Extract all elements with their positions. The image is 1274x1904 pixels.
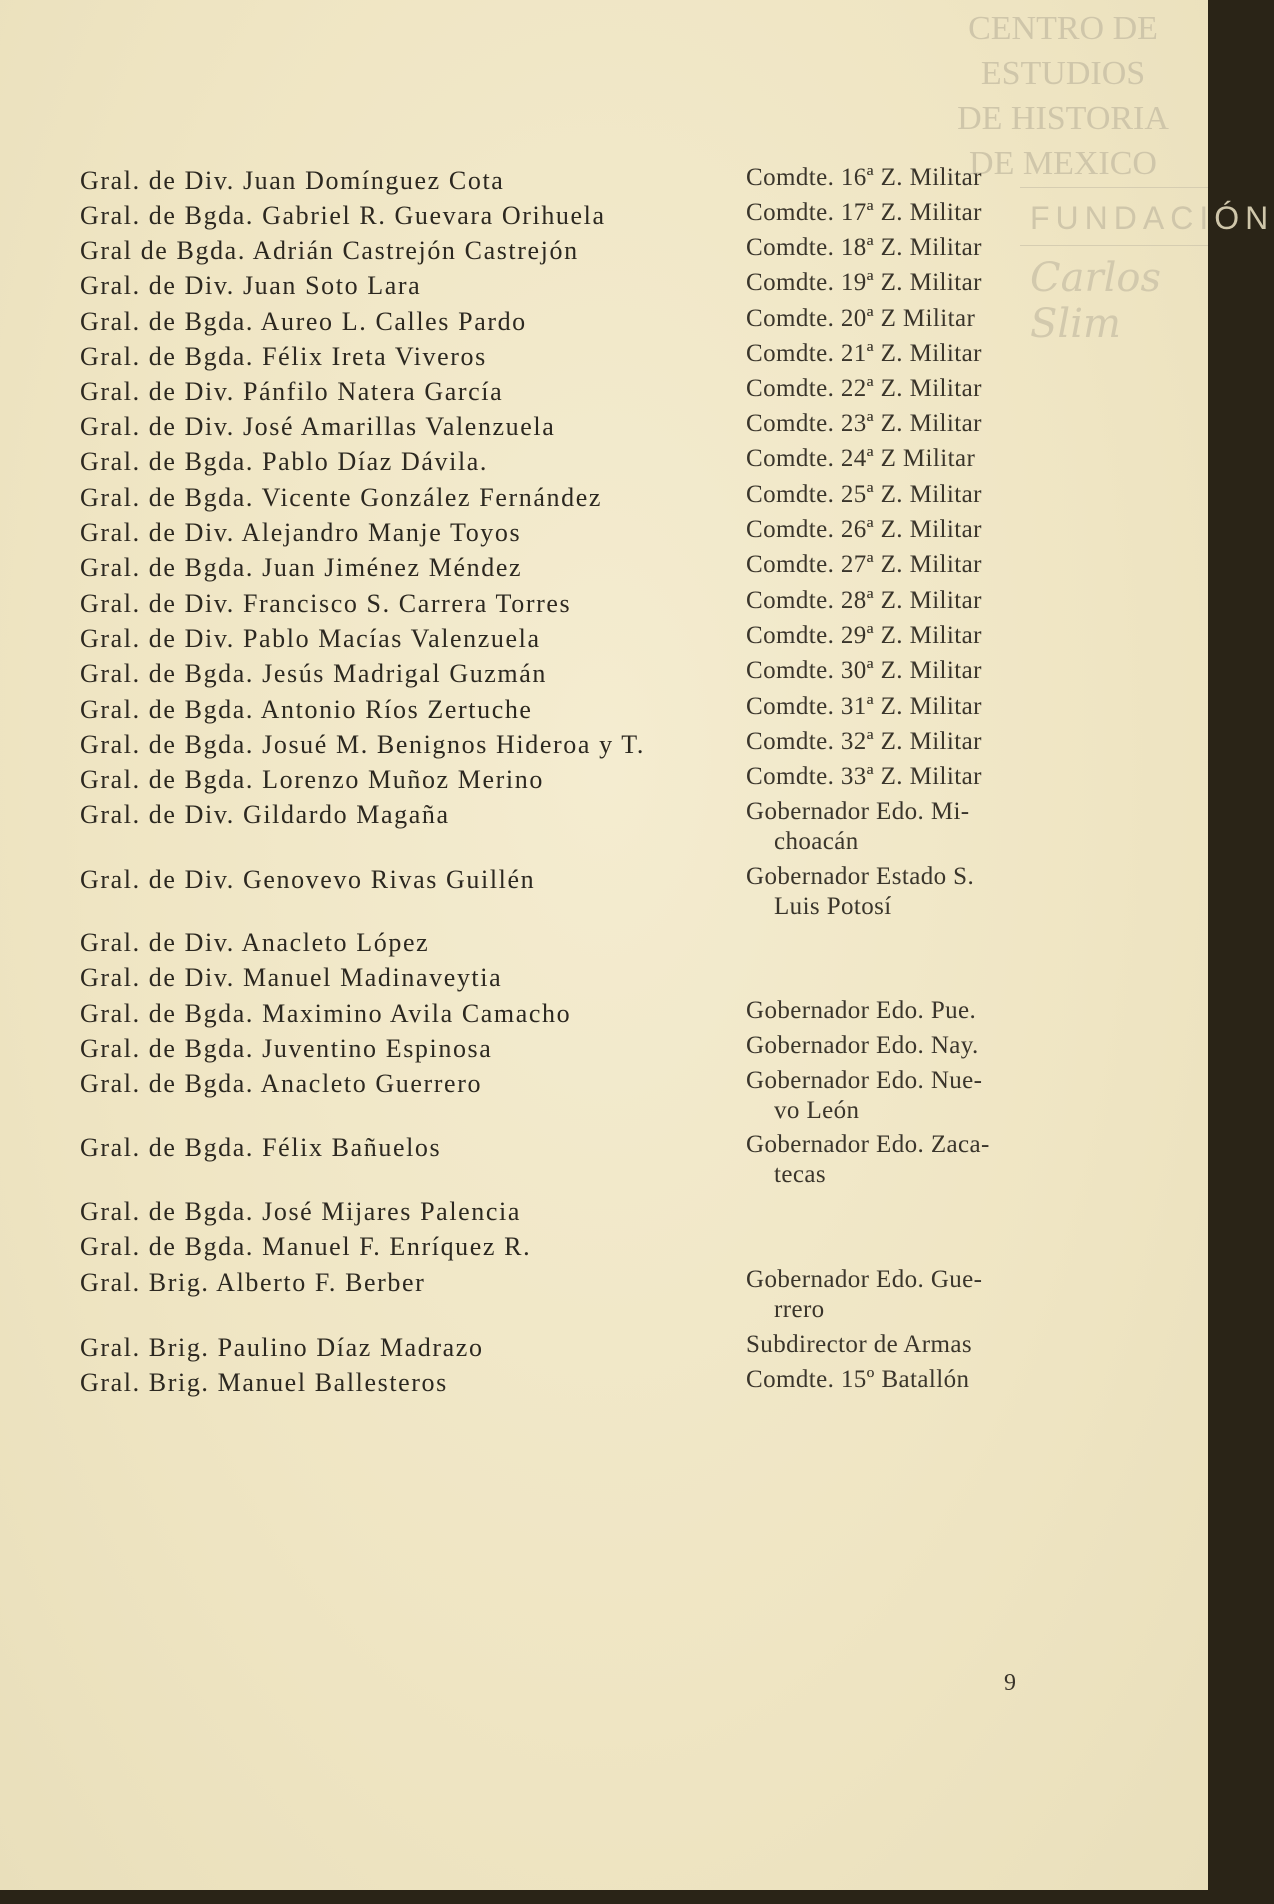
officer-name: Gral. de Bgda. Jesús Madrigal Guzmán [80, 659, 547, 688]
post-line: Comdte. 15º Batallón [746, 1366, 970, 1393]
officer-post [746, 304, 1026, 334]
officer-name: Gral. de Bgda. Manuel F. Enríquez R. [80, 1232, 532, 1261]
officer-post [746, 1365, 1026, 1395]
officer-name: Gral. de Div. Alejandro Manje Toyos [80, 518, 522, 547]
officer-post [746, 550, 1026, 580]
officer-name: Gral. Brig. Alberto F. Berber [80, 1268, 426, 1297]
officer-name: Gral. de Div. Genovevo Rivas Guillén [80, 865, 536, 894]
post-line: Comdte. 23ª Z. Militar [746, 410, 982, 437]
officer-post [746, 996, 1026, 1026]
officer-name: Gral. de Bgda. Juventino Espinosa [80, 1034, 493, 1063]
post-line: Comdte. 29ª Z. Militar [746, 622, 982, 649]
officer-name: Gral. de Div. Juan Soto Lara [80, 271, 422, 300]
post-line: Comdte. 22ª Z. Militar [746, 375, 982, 402]
post-line: Comdte. 33ª Z. Militar [746, 763, 982, 790]
officer-post [746, 515, 1026, 545]
post-line: Comdte. 21ª Z. Militar [746, 340, 982, 367]
post-line: Comdte. 31ª Z. Militar [746, 693, 982, 720]
post-line: Comdte. 30ª Z. Militar [746, 657, 982, 684]
officer-name: Gral. de Bgda. Pablo Díaz Dávila. [80, 447, 489, 476]
post-line: Gobernador Edo. Mi- [746, 798, 970, 825]
officer-name: Gral. de Div. Gildardo Magaña [80, 800, 450, 829]
officer-name: Gral. de Div. Francisco S. Carrera Torres [80, 589, 572, 618]
watermark-line-2: ESTUDIOS [980, 55, 1146, 92]
officer-post [746, 374, 1026, 404]
officer-post [746, 268, 1026, 298]
post-line-continuation: rrero [774, 1296, 825, 1323]
post-line: Subdirector de Armas [746, 1331, 973, 1358]
post-line: Comdte. 18ª Z. Militar [746, 234, 982, 261]
officer-post [746, 233, 1026, 263]
post-line: Comdte. 32ª Z. Militar [746, 728, 982, 755]
officer-name: Gral. de Div. José Amarillas Valenzuela [80, 412, 556, 441]
officer-name: Gral. de Bgda. Félix Bañuelos [80, 1133, 442, 1162]
officer-post [746, 1265, 1026, 1325]
post-line: Gobernador Edo. Pue. [746, 997, 977, 1024]
post-line: Comdte. 24ª Z Militar [746, 445, 976, 472]
officer-name: Gral. de Bgda. Antonio Ríos Zertuche [80, 695, 533, 724]
post-line: Comdte. 17ª Z. Militar [746, 199, 982, 226]
watermark-rule-bottom [1020, 245, 1208, 246]
officer-name: Gral. de Bgda. José Mijares Palencia [80, 1197, 521, 1226]
officer-post [746, 339, 1026, 369]
officer-name: Gral. de Bgda. Anacleto Guerrero [80, 1069, 483, 1098]
post-line-continuation: Luis Potosí [774, 893, 892, 920]
officer-post [746, 797, 1026, 857]
officer-name: Gral. de Div. Pablo Macías Valenzuela [80, 624, 541, 653]
post-line-continuation: tecas [774, 1161, 826, 1188]
officer-post [746, 163, 1026, 193]
post-line: Gobernador Edo. Nue- [746, 1067, 983, 1094]
officer-name: Gral. Brig. Manuel Ballesteros [80, 1368, 448, 1397]
watermark-line-4: DE MEXICO [969, 145, 1157, 182]
officer-name: Gral. de Div. Pánfilo Natera García [80, 377, 504, 406]
post-line: Comdte. 16ª Z. Militar [746, 164, 982, 191]
post-line: Comdte. 19ª Z. Militar [746, 269, 982, 296]
post-line: Comdte. 27ª Z. Militar [746, 551, 982, 578]
officer-post [746, 444, 1026, 474]
officer-post [746, 480, 1026, 510]
officer-name: Gral. de Bgda. Josué M. Benignos Hideroa y T. [80, 730, 645, 759]
officer-post [746, 762, 1026, 792]
officer-post [746, 862, 1026, 922]
officer-name: Gral. de Div. Anacleto López [80, 928, 430, 957]
officer-name: Gral. de Bgda. Félix Ireta Viveros [80, 342, 487, 371]
officer-name: Gral. de Bgda. Maximino Avila Camacho [80, 999, 572, 1028]
officer-post [746, 727, 1026, 757]
officer-post [746, 692, 1026, 722]
officer-post [746, 198, 1026, 228]
post-line: Gobernador Edo. Nay. [746, 1032, 979, 1059]
watermark-line-3: DE HISTORIA [957, 100, 1169, 137]
officer-name: Gral. de Bgda. Lorenzo Muñoz Merino [80, 765, 544, 794]
officer-name: Gral. Brig. Paulino Díaz Madrazo [80, 1333, 484, 1362]
post-line: Comdte. 25ª Z. Militar [746, 481, 982, 508]
watermark-fundacion: FUNDACIÓN [1030, 200, 1274, 236]
post-line: Gobernador Estado S. [746, 863, 975, 890]
archive-watermark [948, 6, 1178, 186]
officer-post [746, 1130, 1026, 1190]
watermark-rule-top [1020, 187, 1208, 188]
officer-name: Gral. de Bgda. Vicente González Fernández [80, 483, 602, 512]
post-line: Comdte. 20ª Z Militar [746, 305, 976, 332]
officer-post [746, 621, 1026, 651]
watermark-signature: Carlos Slim [1030, 255, 1161, 347]
officer-name: Gral de Bgda. Adrián Castrejón Castrejón [80, 236, 579, 265]
officer-name: Gral. de Div. Manuel Madinaveytia [80, 963, 503, 992]
page-number: 9 [1004, 1670, 1016, 1696]
officer-post [746, 586, 1026, 616]
officer-post [746, 1330, 1026, 1360]
post-line-continuation: choacán [774, 828, 859, 855]
officer-post [746, 656, 1026, 686]
post-line-continuation: vo León [774, 1097, 860, 1124]
post-line: Gobernador Edo. Gue- [746, 1266, 983, 1293]
post-line: Comdte. 26ª Z. Militar [746, 516, 982, 543]
watermark-line-1: CENTRO DE [968, 10, 1158, 47]
officer-name: Gral. de Bgda. Aureo L. Calles Pardo [80, 307, 527, 336]
officer-name: Gral. de Div. Juan Domínguez Cota [80, 166, 505, 195]
officer-post [746, 1066, 1026, 1126]
officer-name: Gral. de Bgda. Gabriel R. Guevara Orihuela [80, 201, 606, 230]
post-line: Comdte. 28ª Z. Militar [746, 587, 982, 614]
officer-post [746, 1031, 1026, 1061]
officer-post [746, 409, 1026, 439]
post-line: Gobernador Edo. Zaca- [746, 1131, 990, 1158]
officer-name: Gral. de Bgda. Juan Jiménez Méndez [80, 553, 523, 582]
